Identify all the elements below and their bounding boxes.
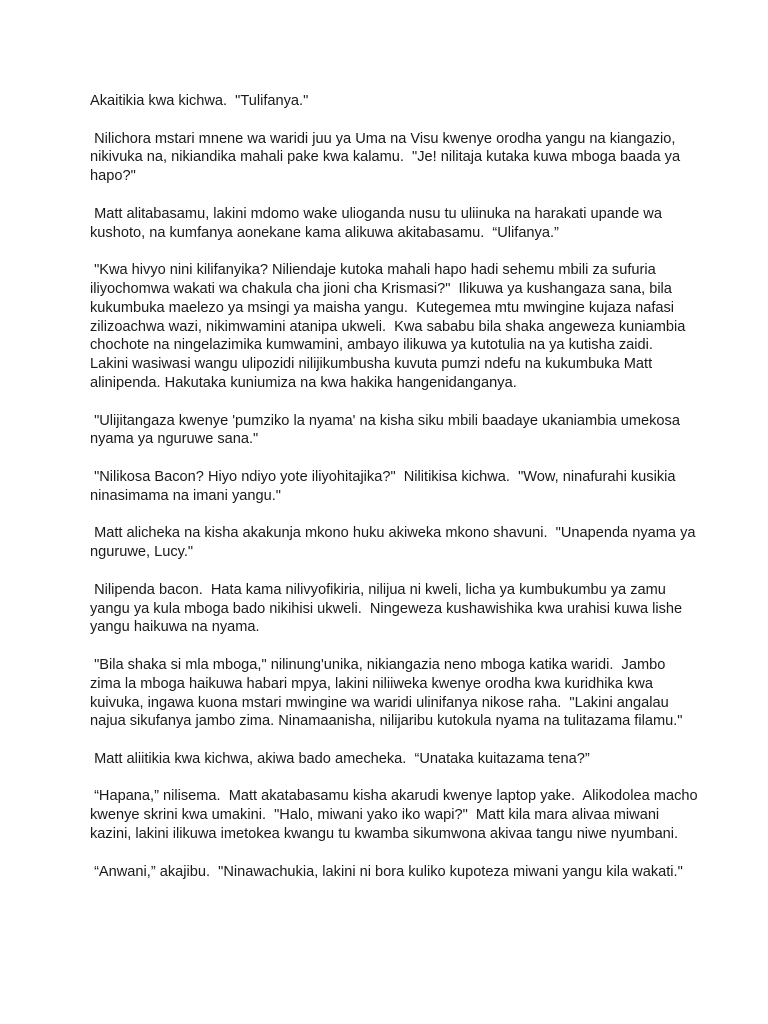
paragraph-6: "Nilikosa Bacon? Hiyo ndiyo yote iliyohitajika?" Nilitikisa kichwa. "Wow, ninafurahi kusikia ninasimama na imani yangu." <box>90 468 680 504</box>
paragraph-1: Akaitikia kwa kichwa. "Tulifanya." <box>90 93 309 109</box>
paragraph-12: “Anwani,” akajibu. "Ninawachukia, lakini ni bora kuliko kupoteza miwani yangu kila wakati." <box>90 863 683 880</box>
paragraph-10: Matt aliitikia kwa kichwa, akiwa bado amecheka. “Unataka kuitazama tena?” <box>90 750 590 767</box>
paragraph-11: “Hapana,” nilisema. Matt akatabasamu kisha akarudi kwenye laptop yake. Alikodolea macho kwenye skrini kwa umakini. "Halo, miwani yako iko wapi?" Matt kila mara alivaa miwani kazini, lakini ilikuwa imetokea kwangu tu kwamba sikumwona akivaa tangu niwe nyumbani. <box>90 788 702 843</box>
paragraph-5: "Ulijitangaza kwenye 'pumziko la nyama' na kisha siku mbili baadaye ukaniambia umekosa nyama ya nguruwe sana." <box>90 412 685 448</box>
paragraph-4: "Kwa hivyo nini kilifanyika? Niliendaje kutoka mahali hapo hadi sehemu mbili za sufuria iliyochomwa wakati wa chakula cha jioni cha Krismasi?" Ilikuwa ya kushangaza sana, bila kukumbuka maelezo ya msingi ya maisha yangu. Kutegemea mtu mwingine kujaza nafasi zilizoachwa wazi, nikimwamini atanipa ukweli. Kwa sababu bila shaka angeweza kuniambia chochote na ningelazimika kumwamini, ambayo ilikuwa ya kutotulia na ya kutisha zaidi. Lakini wasiwasi wangu ulipozidi nilijikumbusha kuvuta pumzi ndefu na kukumbuka Matt alinipenda. Hakutaka kuniumiza na kwa hakika hangenidanganya. <box>90 262 690 391</box>
paragraph-7: Matt alicheka na kisha akakunja mkono huku akiweka mkono shavuni. "Unapenda nyama ya nguruwe, Lucy." <box>90 525 700 561</box>
paragraph-9: "Bila shaka si mla mboga," nilinung'unika, nikiangazia neno mboga katika waridi. Jambo zima la mboga haikuwa habari mpya, lakini niliiweka kwenye orodha kwa kuridhika kwa kuivuka, ingawa kuona mstari mwingine wa waridi ulinifanya nikose raha. "Lakini angalau najua sikufanya jambo zima. Ninamaanisha, nilijaribu kutokula nyama na tulitazama filamu." <box>90 656 683 730</box>
paragraph-8: Nilipenda bacon. Hata kama nilivyofikiria, nilijua ni kweli, licha ya kumbukumbu ya zamu yangu ya kula mboga bado nikihisi ukweli. Ningeweza kushawishika kwa urahisi kuwa lishe yangu haikuwa na nyama. <box>90 581 687 636</box>
paragraph-2: Nilichora mstari mnene wa waridi juu ya Uma na Visu kwenye orodha yangu na kiangazio, nikivuka na, nikiandika mahali pake kwa kalamu. "Je! nilitaja kutaka kuwa mboga baada ya hapo?" <box>90 130 685 185</box>
paragraph-3: Matt alitabasamu, lakini mdomo wake ulioganda nusu tu uliinuka na harakati upande wa kushoto, na kumfanya aonekane kama alikuwa akitabasamu. “Ulifanya.” <box>90 205 667 241</box>
